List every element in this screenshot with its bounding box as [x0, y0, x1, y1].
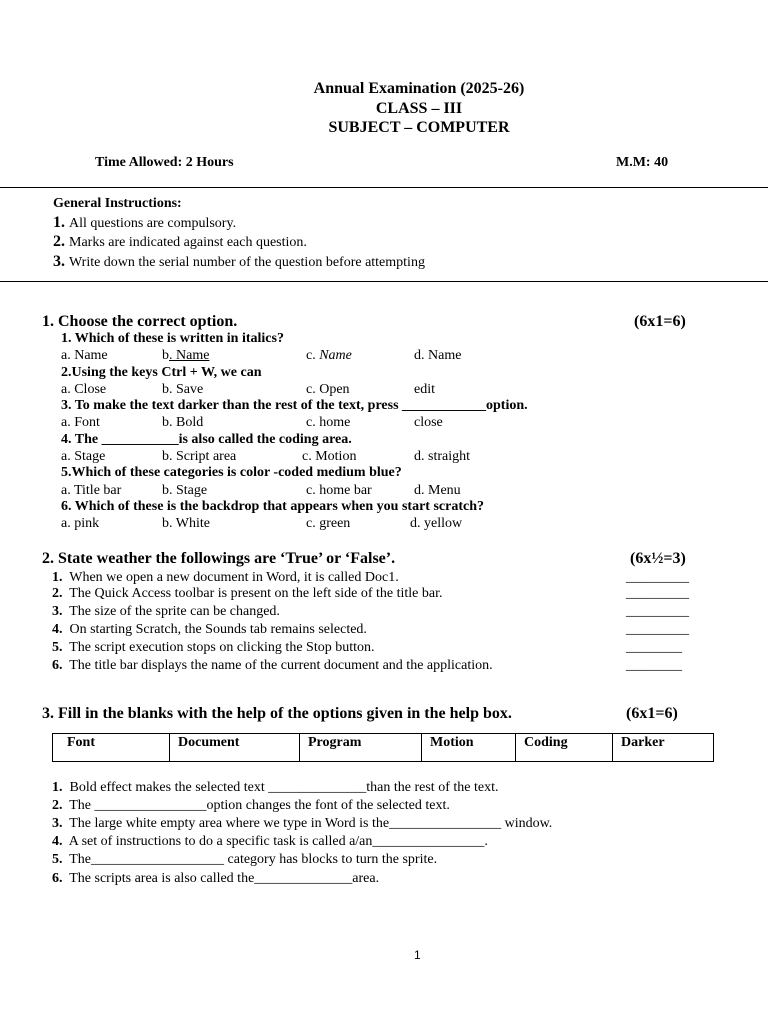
q1-marks: (6x1=6): [634, 313, 686, 330]
instruction-item: [53, 214, 236, 232]
class-title: CLASS – III: [375, 100, 463, 117]
item-number: 2.: [52, 798, 63, 813]
q1-option-a: a. Close: [61, 382, 107, 397]
item-text: Bold effect makes the selected text ______________than the rest of the text.: [69, 780, 499, 795]
help-word: Font: [53, 734, 170, 762]
subject-title: SUBJECT – COMPUTER: [328, 119, 510, 136]
q1-option-a: a. pink: [61, 516, 100, 531]
q3-item: [52, 852, 437, 868]
answer-blank: ________: [626, 640, 682, 655]
q1-question: 2.Using the keys Ctrl + W, we can: [61, 365, 262, 380]
q1-question: 6. Which of these is the backdrop that appears when you start scratch?: [61, 499, 484, 514]
answer-blank: _________: [626, 570, 689, 585]
instruction-text: Write down the serial number of the question before attempting: [69, 255, 425, 270]
page-number: 1: [414, 948, 421, 962]
help-word: Program: [300, 734, 422, 762]
q1-option-b: b. Bold: [162, 415, 204, 430]
q3-item: [52, 816, 552, 832]
item-number: 3.: [52, 604, 63, 619]
help-word: Document: [170, 734, 300, 762]
time-allowed: Time Allowed: 2 Hours: [95, 155, 234, 170]
q1-option-b: b. Stage: [162, 483, 208, 498]
q1-option-a: a. Name: [61, 348, 108, 363]
help-word: Darker: [613, 734, 714, 762]
item-number: 4.: [52, 622, 63, 637]
q1-option-b: b. Script area: [162, 449, 237, 464]
q2-item: [52, 640, 374, 656]
q1-option-c: c. Open: [306, 382, 350, 397]
q3-item: [52, 780, 498, 796]
instruction-item: [53, 253, 425, 271]
q2-item: [52, 570, 399, 586]
item-text: The title bar displays the name of the current document and the application.: [69, 658, 493, 673]
item-text: When we open a new document in Word, it is called Doc1.: [69, 570, 399, 585]
item-text: The___________________ category has blocks to turn the sprite.: [69, 852, 438, 867]
q1-option-c: c. green: [306, 516, 351, 531]
instruction-text: All questions are compulsory.: [69, 216, 237, 231]
item-number: 1.: [52, 780, 63, 795]
item-number: 6.: [52, 658, 63, 673]
q2-item: [52, 658, 493, 674]
q1-option-c: c. Motion: [302, 449, 357, 464]
q3-item: [52, 798, 450, 814]
item-number: 5.: [52, 852, 63, 867]
item-text: The size of the sprite can be changed.: [69, 604, 280, 619]
q1-option-b: b. Save: [162, 382, 204, 397]
item-number: 3.: [52, 816, 63, 831]
q1-option-a: a. Title bar: [61, 483, 122, 498]
q1-option-a: a. Font: [61, 415, 100, 430]
q1-option-b: [162, 348, 209, 364]
q2-marks: (6x½=3): [630, 550, 686, 567]
divider: [0, 187, 768, 188]
q3-marks: (6x1=6): [626, 705, 678, 722]
item-text: The script execution stops on clicking the Stop button.: [69, 640, 375, 655]
max-marks: M.M: 40: [616, 155, 669, 170]
answer-blank: _________: [626, 586, 689, 601]
option-italic: Name: [319, 348, 352, 363]
item-number: 4.: [52, 834, 63, 849]
item-number: 5.: [52, 640, 63, 655]
divider: [0, 281, 768, 282]
q3-item: [52, 834, 488, 850]
q1-title: 1. Choose the correct option.: [42, 313, 238, 330]
item-text: The Quick Access toolbar is present on the left side of the title bar.: [69, 586, 443, 601]
q1-option-d: close: [414, 415, 443, 430]
q1-option-c: [306, 348, 352, 364]
instruction-item: [53, 233, 307, 251]
instruction-text: Marks are indicated against each question.: [69, 235, 307, 250]
q1-option-a: a. Stage: [61, 449, 106, 464]
item-text: The large white empty area where we type in Word is the________________ window.: [69, 816, 553, 831]
option-underlined: . Name: [169, 348, 210, 363]
answer-blank: _________: [626, 622, 689, 637]
item-text: On starting Scratch, the Sounds tab remains selected.: [69, 622, 367, 637]
item-number: 6.: [52, 871, 63, 886]
q3-item: [52, 871, 379, 887]
q2-item: [52, 622, 367, 638]
q1-option-d: d. yellow: [410, 516, 463, 531]
item-text: The ________________option changes the font of the selected text.: [69, 798, 450, 813]
q1-option-d: edit: [414, 382, 435, 397]
help-word: Motion: [422, 734, 516, 762]
q1-question: 4. The ___________is also called the coding area.: [61, 432, 352, 447]
instructions-title: General Instructions:: [53, 196, 182, 211]
answer-blank: _________: [626, 604, 689, 619]
q2-title: 2. State weather the followings are ‘True’ or ‘False’.: [42, 550, 396, 567]
item-number: 2.: [52, 586, 63, 601]
q1-option-b: b. White: [162, 516, 210, 531]
q1-option-d: d. Menu: [414, 483, 461, 498]
q2-item: [52, 604, 280, 620]
answer-blank: ________: [626, 658, 682, 673]
instruction-number: 2.: [53, 233, 65, 250]
item-text: The scripts area is also called the______________area.: [69, 871, 380, 886]
help-word: Coding: [516, 734, 613, 762]
option-prefix: c.: [306, 348, 320, 363]
help-box: [52, 733, 714, 762]
q3-title: 3. Fill in the blanks with the help of the options given in the help box.: [42, 705, 512, 722]
q1-question: 3. To make the text darker than the rest of the text, press ____________option.: [61, 398, 528, 413]
q1-option-d: d. Name: [414, 348, 462, 363]
exam-title: Annual Examination (2025-26): [313, 80, 525, 97]
q1-question: 1. Which of these is written in italics?: [61, 331, 284, 346]
option-prefix: b: [162, 348, 169, 363]
item-text: A set of instructions to do a specific task is called a/an________________.: [68, 834, 488, 849]
q1-option-c: c. home: [306, 415, 351, 430]
instruction-number: 3.: [53, 253, 65, 270]
q1-option-c: c. home bar: [306, 483, 372, 498]
q1-question: 5.Which of these categories is color -coded medium blue?: [61, 465, 402, 480]
q1-option-d: d. straight: [414, 449, 470, 464]
q2-item: [52, 586, 442, 602]
instruction-number: 1.: [53, 214, 65, 231]
item-number: 1.: [52, 570, 63, 585]
